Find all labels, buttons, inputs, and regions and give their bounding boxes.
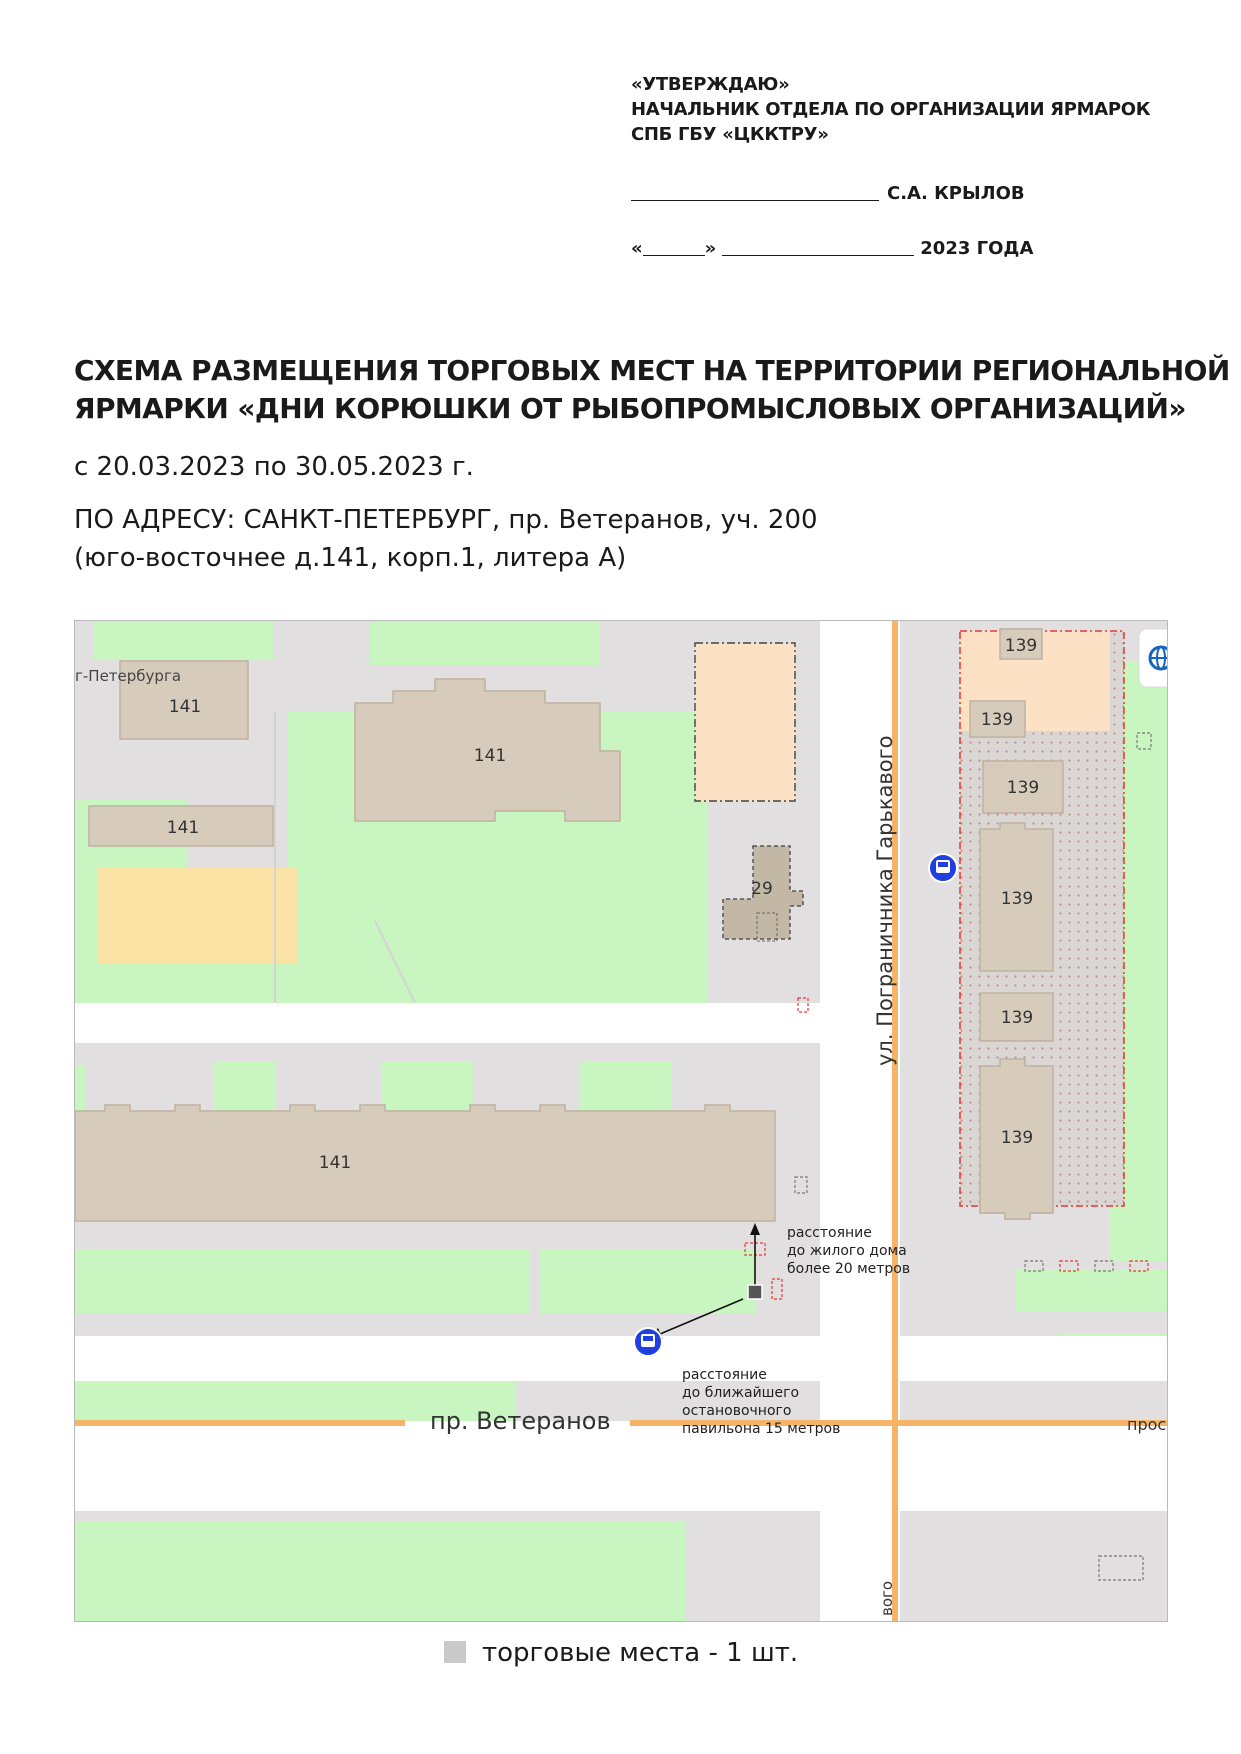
label-139-e: 139 (1000, 1008, 1034, 1028)
label-139-d: 139 (1000, 889, 1034, 909)
label-139-c: 139 (1006, 778, 1040, 798)
city-label: г-Петербурга (75, 667, 182, 685)
note-house-line-2: до жилого дома (787, 1243, 907, 1259)
site-map (74, 620, 1168, 1622)
date-close-quote: » (704, 238, 717, 259)
signer-name: С.А. КРЫЛОВ (887, 183, 1025, 204)
legend-label: торговые места - 1 шт. (482, 1638, 799, 1668)
year-text: 2023 ГОДА (920, 238, 1034, 259)
legend (444, 1638, 798, 1668)
approval-line-1: «УТВЕРЖДАЮ» (631, 74, 790, 95)
label-139-b: 139 (980, 710, 1014, 730)
month-blank (722, 255, 914, 256)
note-stop-line-4: павильона 15 метров (682, 1421, 841, 1437)
approval-line-2: НАЧАЛЬНИК ОТДЕЛА ПО ОРГАНИЗАЦИИ ЯРМАРОК (631, 99, 1151, 120)
approval-line-3: СПБ ГБУ «ЦККТРУ» (631, 124, 829, 145)
street-label-vertical: ул. Пограничника Гарькавого (873, 735, 897, 1066)
street-label-edge-right: прос (1127, 1415, 1167, 1434)
note-house-line-1: расстояние (787, 1225, 872, 1241)
note-stop-line-3: остановочного (682, 1403, 792, 1419)
signature-line (631, 183, 1025, 204)
label-29: 29 (751, 879, 773, 899)
day-blank (643, 255, 705, 256)
period-text: с 20.03.2023 по 30.05.2023 г. (74, 452, 474, 482)
label-141-long: 141 (318, 1153, 352, 1173)
label-141-small: 141 (168, 697, 202, 717)
bus-stop-icon[interactable] (634, 1328, 662, 1356)
label-141-strip: 141 (166, 818, 200, 838)
building-141-long (75, 1105, 775, 1221)
address-block (74, 501, 818, 577)
label-139-a: 139 (1004, 636, 1038, 656)
title-line-1: СХЕМА РАЗМЕЩЕНИЯ ТОРГОВЫХ МЕСТ НА ТЕРРИТОРИИ РЕГИОНАЛЬНОЙ (74, 354, 1230, 387)
document-title (74, 352, 1230, 428)
address-line-2: (юго-восточнее д.141, корп.1, литера А) (74, 543, 627, 573)
approval-block (631, 72, 1191, 147)
bus-stop-icon[interactable] (929, 854, 957, 882)
date-open-quote: « (631, 238, 643, 259)
street-label-horizontal: пр. Ветеранов (430, 1407, 611, 1435)
title-line-2: ЯРМАРКИ «ДНИ КОРЮШКИ ОТ РЫБОПРОМЫСЛОВЫХ ОРГАНИЗАЦИЙ» (74, 392, 1186, 425)
globe-icon[interactable] (1139, 629, 1167, 687)
note-stop-line-1: расстояние (682, 1367, 767, 1383)
legend-swatch (444, 1641, 466, 1663)
label-139-f: 139 (1000, 1128, 1034, 1148)
trade-place-marker (748, 1285, 762, 1299)
address-line-1: ПО АДРЕСУ: САНКТ-ПЕТЕРБУРГ, пр. Ветеранов, уч. 200 (74, 505, 818, 535)
sand-area (97, 867, 297, 963)
signature-blank (631, 200, 879, 201)
label-141-school: 141 (473, 746, 507, 766)
street-label-edge-bottom: вого (878, 1580, 896, 1616)
note-stop-line-2: до ближайшего (682, 1385, 800, 1401)
note-house-line-3: более 20 метров (787, 1261, 911, 1277)
date-line (631, 238, 1033, 259)
plot-outline (695, 643, 795, 801)
